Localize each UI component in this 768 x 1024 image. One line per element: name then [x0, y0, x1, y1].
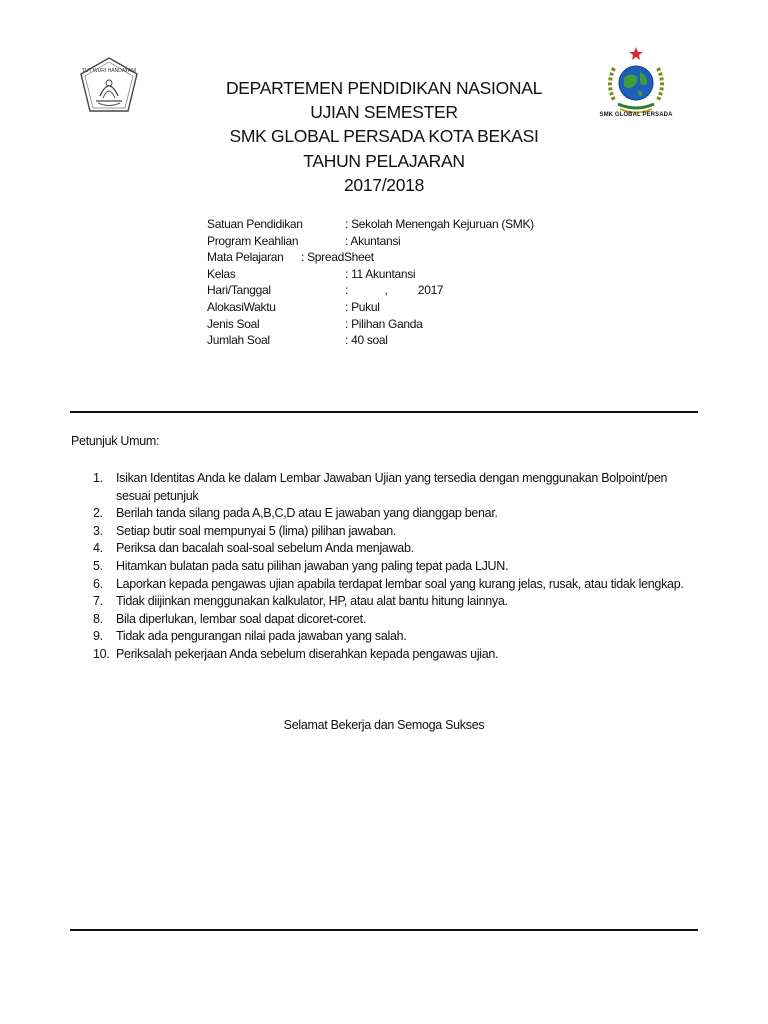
- instruction-number: 4.: [93, 541, 103, 556]
- instruction-text: Berilah tanda silang pada A,B,C,D atau E jawaban yang dianggap benar.: [116, 506, 498, 521]
- instruction-text: Tidak ada pengurangan nilai pada jawaban yang salah.: [116, 629, 407, 644]
- info-label: Kelas: [207, 266, 236, 281]
- instruction-number: 5.: [93, 558, 103, 573]
- instruction-item: [71, 628, 701, 646]
- instruction-number: 10.: [93, 646, 110, 661]
- instruction-number: 3.: [93, 523, 103, 538]
- top-divider: [70, 411, 698, 413]
- instruction-number: 6.: [93, 576, 103, 591]
- info-value: : Sekolah Menengah Kejuruan (SMK): [345, 217, 534, 231]
- instruction-item: [71, 470, 701, 505]
- header-academic-year: 2017/2018: [343, 174, 425, 195]
- instruction-text: Setiap butir soal mempunyai 5 (lima) pilihan jawaban.: [116, 523, 397, 538]
- header-exam: UJIAN SEMESTER: [310, 102, 458, 123]
- instructions-title: Petunjuk Umum:: [71, 434, 160, 448]
- info-label: Hari/Tanggal: [207, 283, 271, 298]
- instruction-item: [71, 611, 701, 629]
- emblem-text: TUT WURI HANDAYANI: [81, 68, 137, 74]
- instruction-text: Isikan Identitas Anda ke dalam Lembar Jawaban Ujian yang tersedia dengan menggunakan Bolpoint/pen sesuai petunjuk: [116, 471, 668, 503]
- instruction-item: [71, 576, 701, 594]
- info-value: : 40 soal: [345, 333, 388, 348]
- info-value: : 11 Akuntansi: [345, 266, 416, 281]
- document-header: [170, 76, 598, 197]
- info-value: : Akuntansi: [345, 233, 401, 248]
- instruction-number: 2.: [93, 506, 103, 521]
- closing-message: Selamat Bekerja dan Semoga Sukses: [283, 718, 485, 732]
- bottom-divider: [70, 929, 698, 931]
- info-label: Satuan Pendidikan: [207, 217, 303, 231]
- header-school: SMK GLOBAL PERSADA KOTA BEKASI: [229, 126, 539, 147]
- instruction-text: Periksa dan bacalah soal-soal sebelum Anda menjawab.: [116, 541, 414, 556]
- info-label: AlokasiWaktu: [207, 299, 276, 314]
- instruction-number: 7.: [93, 594, 103, 609]
- info-value: : SpreadSheet: [301, 250, 374, 265]
- instruction-text: Bila diperlukan, lembar soal dapat dicoret-coret.: [116, 611, 367, 626]
- school-logo-caption: SMK GLOBAL PERSADA: [599, 112, 673, 118]
- instruction-text: Tidak diijinkan menggunakan kalkulator, HP, atau alat bantu hitung lainnya.: [116, 594, 508, 609]
- tut-wuri-handayani-emblem-icon: [78, 56, 140, 114]
- instruction-number: 8.: [93, 611, 103, 626]
- instruction-item: [71, 558, 701, 576]
- instructions-list: [71, 470, 701, 664]
- instruction-item: [71, 593, 701, 611]
- info-value: : Pukul: [345, 299, 380, 314]
- instruction-text: Hitamkan bulatan pada satu pilihan jawaban yang paling tepat pada LJUN.: [116, 558, 509, 573]
- instruction-item: [71, 505, 701, 523]
- info-label: Jenis Soal: [207, 316, 260, 331]
- info-label: Mata Pelajaran: [207, 250, 284, 265]
- info-label: Program Keahlian: [207, 233, 299, 248]
- header-department: DEPARTEMEN PENDIDIKAN NASIONAL: [225, 78, 543, 98]
- instruction-item: [71, 646, 701, 664]
- instruction-item: [71, 540, 701, 558]
- info-label: Jumlah Soal: [207, 333, 270, 348]
- instruction-number: 1.: [93, 471, 103, 485]
- instruction-text: Laporkan kepada pengawas ujian apabila terdapat lembar soal yang kurang jelas, rusak, atau tidak lengkap.: [116, 576, 684, 591]
- instruction-number: 9.: [93, 629, 103, 644]
- header-academic-year-label: TAHUN PELAJARAN: [303, 150, 465, 171]
- instruction-item: [71, 523, 701, 541]
- instruction-text: Periksalah pekerjaan Anda sebelum diserahkan kepada pengawas ujian.: [116, 646, 499, 661]
- info-value: : , 2017: [345, 283, 444, 298]
- info-value: : Pilihan Ganda: [345, 316, 423, 331]
